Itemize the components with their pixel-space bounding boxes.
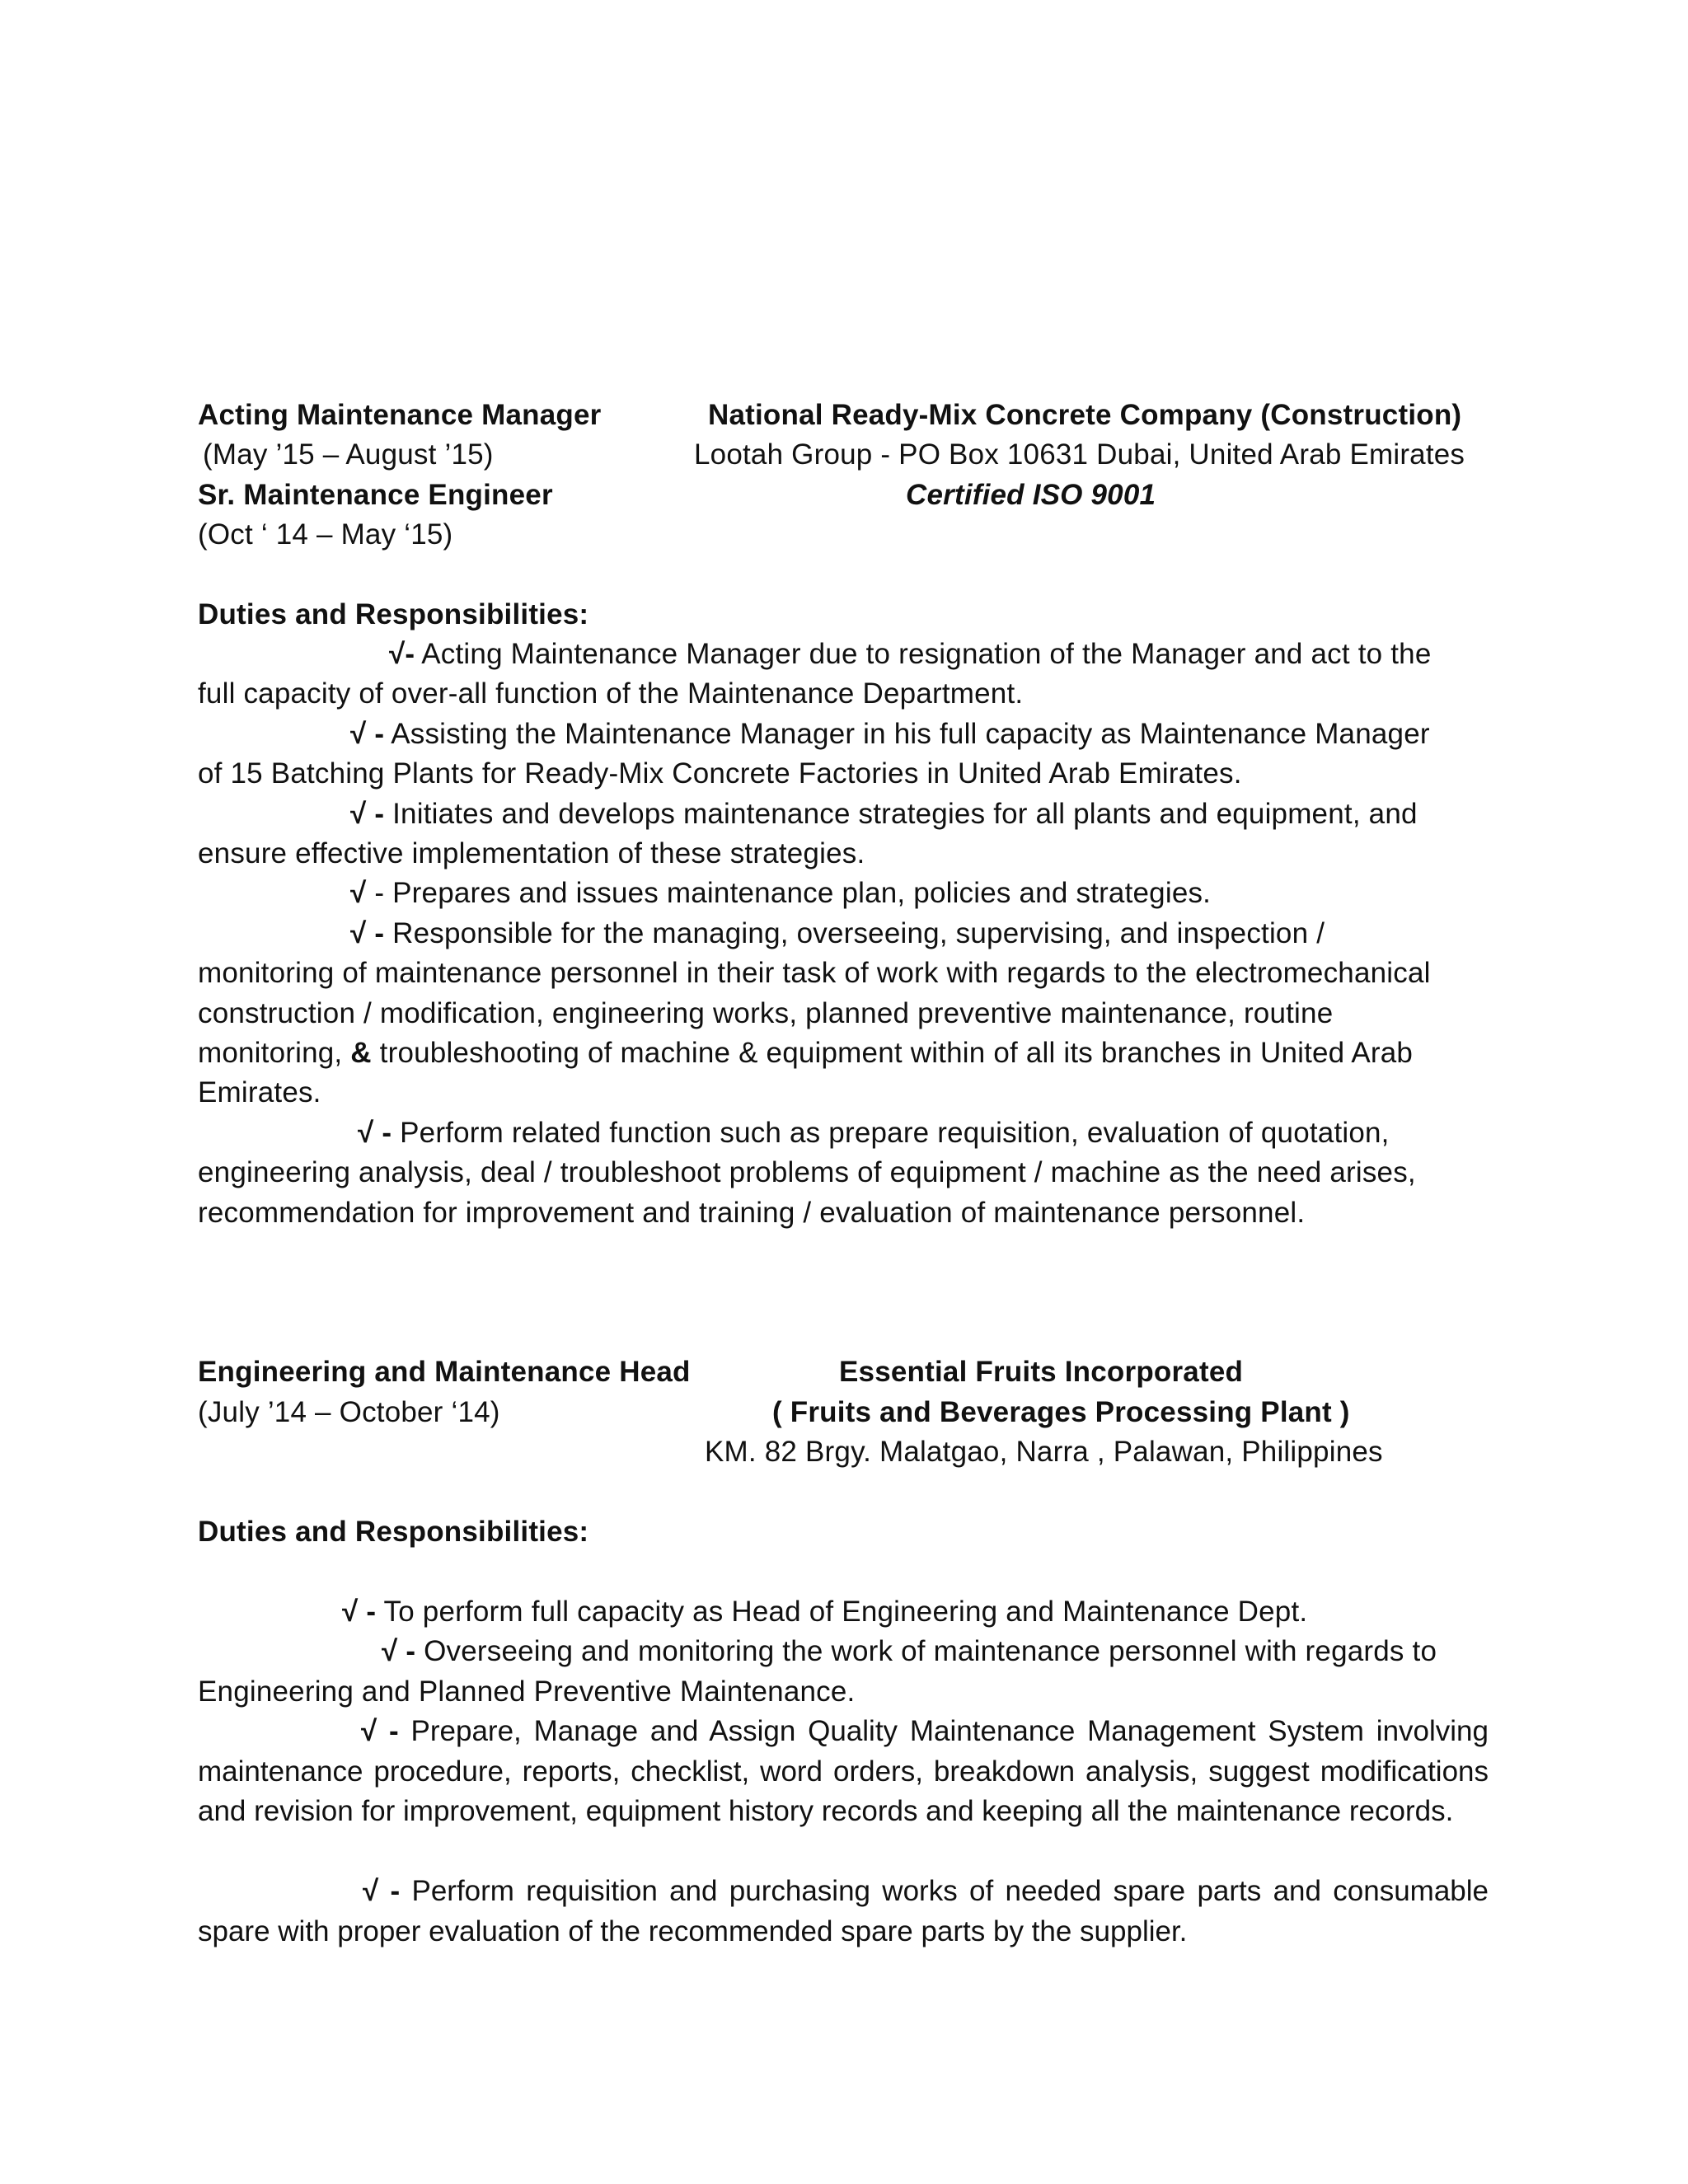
job2-company-name: Essential Fruits Incorporated (839, 1356, 1244, 1388)
job1-duty-5-cont-1: monitoring of maintenance personnel in their task of work with regards to the electromechanical (198, 957, 1431, 989)
job1-duty-5: √ - Responsible for the managing, overseeing, supervising, and inspection / (350, 917, 1325, 949)
job1-duty-3: √ - Initiates and develops maintenance strategies for all plants and equipment, and (350, 798, 1418, 830)
job1-duty-6: √ - Perform related function such as prepare requisition, evaluation of quotation, (358, 1117, 1390, 1149)
job2-duty-4: √ - Perform requisition and purchasing works of needed spare parts and consumable spare with proper evaluation of the recommended spare parts by the supplier. (198, 1875, 1489, 1947)
job2-duty-1: √ - To perform full capacity as Head of Engineering and Maintenance Dept. (342, 1596, 1308, 1628)
check-mark-icon: √ - (363, 1875, 401, 1907)
job2-duties-heading: Duties and Responsibilities: (198, 1516, 589, 1548)
job1-duty-4: √ - Prepares and issues maintenance plan, policies and strategies. (350, 877, 1212, 909)
job1-company-name: National Ready-Mix Concrete Company (Construction) (708, 399, 1462, 431)
job1-duty-6-cont-1: engineering analysis, deal / troubleshoot problems of equipment / machine as the need arises, (198, 1156, 1416, 1188)
job1-dates-sr-engineer: (Oct ‘ 14 – May ‘15) (198, 518, 453, 551)
job1-company-address: Lootah Group - PO Box 10631 Dubai, United Arab Emirates (694, 438, 1465, 471)
job1-duty-3-cont: ensure effective implementation of these strategies. (198, 837, 865, 869)
job1-duty-1-cont: full capacity of over-all function of the Maintenance Department. (198, 677, 1024, 710)
job1-duty-5-cont-2: construction / modification, engineering works, planned preventive maintenance, routine (198, 997, 1334, 1029)
job1-dates-acting: (May ’15 – August ’15) (203, 438, 494, 471)
job1-duties-heading: Duties and Responsibilities: (198, 598, 589, 630)
job1-duty-6-cont-2: recommendation for improvement and training / evaluation of maintenance personnel. (198, 1197, 1306, 1229)
check-mark-icon: √ - (342, 1596, 377, 1628)
job2-title: Engineering and Maintenance Head (198, 1356, 691, 1388)
job2-duty-2: √ - Overseeing and monitoring the work of maintenance personnel with regards to (382, 1635, 1437, 1667)
job2-duty-2-cont: Engineering and Planned Preventive Maintenance. (198, 1675, 856, 1708)
job1-title-sr-engineer: Sr. Maintenance Engineer (198, 479, 553, 511)
job2-dates: (July ’14 – October ‘14) (198, 1396, 500, 1428)
check-mark-icon: √ (350, 877, 367, 909)
job1-duty-5-cont-4: Emirates. (198, 1076, 321, 1108)
job1-duty-1: √- Acting Maintenance Manager due to resignation of the Manager and act to the (389, 638, 1432, 670)
job2-address: KM. 82 Brgy. Malatgao, Narra , Palawan, Philippines (705, 1436, 1383, 1468)
job2-duty-3: √ - Prepare, Manage and Assign Quality Maintenance Management System involving maintenance procedure, reports, checklist, word orders, breakdown analysis, suggest modifications and revision for improvement, equipment history records and keeping all the maintenance records. (198, 1715, 1489, 1828)
check-mark-icon: √- (389, 638, 415, 670)
check-mark-icon: √ - (350, 917, 385, 949)
check-mark-icon: √ - (358, 1117, 392, 1149)
job1-duty-2-cont: of 15 Batching Plants for Ready-Mix Concrete Factories in United Arab Emirates. (198, 757, 1242, 790)
check-mark-icon: √ - (361, 1715, 399, 1747)
check-mark-icon: √ - (350, 718, 385, 750)
job1-certification: Certified ISO 9001 (906, 479, 1156, 511)
job1-title-acting-manager: Acting Maintenance Manager (198, 399, 602, 431)
check-mark-icon: √ - (382, 1635, 416, 1667)
job2-industry: ( Fruits and Beverages Processing Plant ) (772, 1396, 1350, 1428)
job1-duty-2: √ - Assisting the Maintenance Manager in his full capacity as Maintenance Manager (350, 718, 1430, 750)
check-mark-icon: √ - (350, 798, 385, 830)
job1-duty-5-cont-3: monitoring, & troubleshooting of machine & equipment within of all its branches in United Arab (198, 1037, 1414, 1069)
